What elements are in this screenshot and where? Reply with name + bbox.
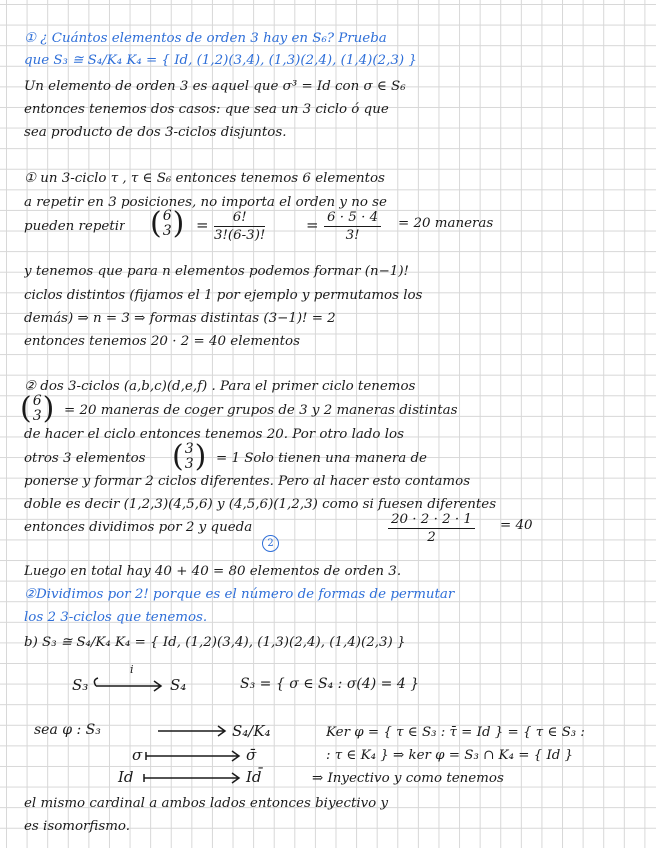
case-2-line-1: ② dos 3-ciclos (a,b,c)(d,e,f) . Para el primer ciclo tenemos	[24, 379, 416, 394]
case-2-result: = 40	[500, 518, 533, 533]
sigma-mapsto-arrow	[146, 751, 239, 761]
equals-sign: =	[306, 216, 319, 234]
map-sigma-bar: σ̄	[246, 746, 257, 764]
note-line-2: los 2 3-ciclos que tenemos.	[24, 610, 208, 625]
map-sigma: σ	[132, 746, 143, 764]
inclusion-label: i	[130, 663, 134, 676]
id-mapsto-arrow	[144, 773, 239, 783]
binomial-6-3: (6 3)	[150, 206, 185, 241]
s3-definition: S₃ = { σ ∈ S₄ : σ(4) = 4 }	[240, 676, 420, 692]
case-1-cont-line-2: ciclos distintos (fijamos el 1 por ejemplo y permutamos los	[24, 288, 423, 303]
text-line: Un elemento de orden 3 es aquel que σ³ = Id con σ ∈ S₆	[24, 79, 406, 94]
case-2-line-4-pre: otros 3 elementos	[24, 451, 146, 466]
question-line-1: ① ¿ Cuántos elementos de orden 3 hay en S₆? Prueba	[24, 31, 387, 46]
case-2-line-4-post: = 1 Solo tienen una manera de	[216, 451, 427, 466]
fraction-product: $\frac{6 \cdot 5 \cdot 4}{3!}$	[324, 210, 381, 243]
case-2-line-7: entonces dividimos por 2 y queda	[24, 520, 253, 535]
inclusion-arrow	[94, 678, 161, 691]
map-target: S₄/K₄	[232, 722, 271, 740]
footnote-marker-2: 2	[262, 535, 279, 552]
fraction-factorial: $\frac{6!}{3!(6-3)!}$	[214, 210, 266, 243]
conclusion-line-1: el mismo cardinal a ambos lados entonces biyectivo y	[24, 796, 389, 811]
part-b-line-1: b) S₃ ≅ S₄/K₄ K₄ = { Id, (1,2)(3,4), (1,3)(2,4), (1,4)(2,3) }	[24, 635, 406, 650]
map-id-bar: Id̄	[246, 768, 262, 786]
fraction-result: $\frac{20 \cdot 2 \cdot 2 \cdot 1}{2}$	[388, 512, 475, 545]
binomial-3-3: (3 3)	[172, 439, 207, 474]
kernel-line-1: Ker φ = { τ ∈ S₃ : τ̄ = Id } = { τ ∈ S₃ :	[326, 725, 585, 740]
map-phi-label: sea φ : S₃	[34, 722, 101, 738]
text-line: sea producto de dos 3-ciclos disjuntos.	[24, 125, 287, 140]
case-1-line-2: a repetir en 3 posiciones, no importa el orden y no se	[24, 195, 387, 210]
case-2-line-6: doble es decir (1,2,3)(4,5,6) y (4,5,6)(1,2,3) como si fuesen diferentes	[24, 497, 497, 512]
question-line-2: que S₃ ≅ S₄/K₄ K₄ = { Id, (1,2)(3,4), (1,3)(2,4), (1,4)(2,3) }	[24, 53, 417, 68]
total-line: Luego en total hay 40 + 40 = 80 elementos de orden 3.	[24, 564, 402, 579]
binomial-6-3: (6 3)	[20, 391, 55, 426]
case-1-line-1: ① un 3-ciclo τ , τ ∈ S₆ entonces tenemos 6 elementos	[24, 171, 385, 186]
case-1-result: = 20 maneras	[398, 216, 494, 231]
conclusion-line-2: es isomorfismo.	[24, 819, 131, 834]
kernel-line-3: ⇒ Inyectivo y como tenemos	[312, 771, 504, 786]
case-2-line-2: = 20 maneras de coger grupos de 3 y 2 maneras distintas	[64, 403, 458, 418]
text-line: entonces tenemos dos casos: que sea un 3 ciclo ó que	[24, 102, 389, 117]
case-2-line-5: ponerse y formar 2 ciclos diferentes. Pero al hacer esto contamos	[24, 474, 471, 489]
inclusion-target: S₄	[170, 676, 187, 694]
case-1-line-3: pueden repetir	[24, 219, 126, 234]
case-1-cont-line-3: demás) ⇒ n = 3 ⇒ formas distintas (3−1)! = 2	[24, 311, 336, 326]
equals-sign: =	[196, 216, 209, 234]
inclusion-source: S₃	[72, 676, 89, 694]
kernel-line-2: : τ ∈ K₄ } ⇒ ker φ = S₃ ∩ K₄ = { Id }	[326, 748, 574, 763]
case-1-cont-line-1: y tenemos que para n elementos podemos formar (n−1)!	[24, 264, 409, 279]
case-1-cont-line-4: entonces tenemos 20 · 2 = 40 elementos	[24, 334, 300, 349]
case-2-line-3: de hacer el ciclo entonces tenemos 20. Por otro lado los	[24, 427, 404, 442]
phi-arrow	[158, 726, 225, 736]
note-line-1: ②Dividimos por 2! porque es el número de formas de permutar	[24, 587, 455, 602]
map-id: Id	[118, 768, 134, 786]
